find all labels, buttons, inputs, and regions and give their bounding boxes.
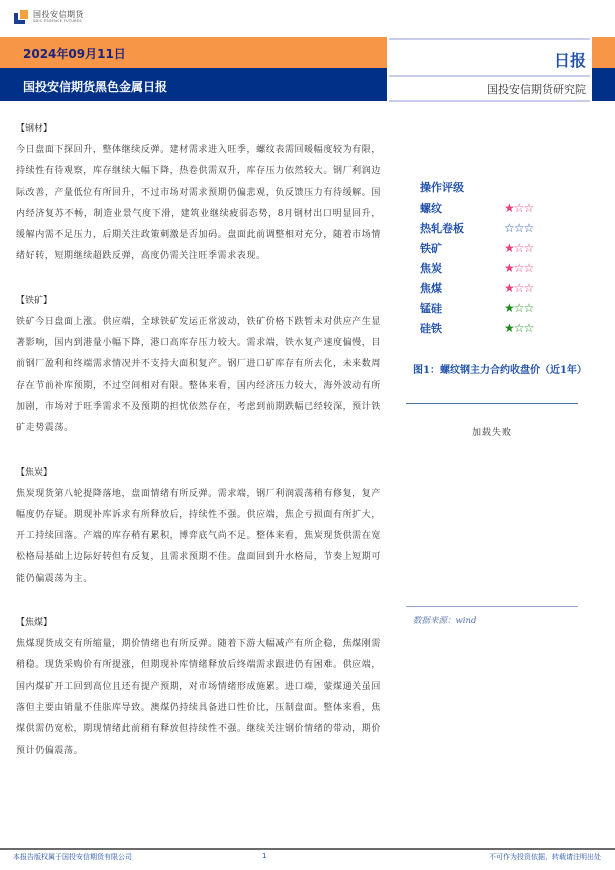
logo-name-cn: 国投安信期货: [33, 9, 84, 19]
divider: [389, 75, 590, 77]
report-type-panel: [387, 36, 592, 102]
rating-row: [420, 238, 580, 258]
figure-top-rule: [406, 403, 578, 404]
rating-row: [420, 278, 580, 298]
company-logo: [14, 8, 84, 26]
rating-row: [420, 258, 580, 278]
figure-title: 图1：螺纹钢主力合约收盘价（近1年）: [413, 365, 587, 376]
section-body: 今日盘面下探回升，整体继续反弹。建材需求进入旺季，螺纹表需回暖幅度较为有限，持续性有待观察，库存继续大幅下降，热卷供需双升，库存压力依然较大。钢厂利润边际改善，产量低位有所回升，不过市场对需求预期仍偏悲观，负反馈压力有待缓解。国内经济复苏不畅，制造业景气度下滑，建筑业继续疲弱态势，8月钢材出口明显回升，缓解内需不足压力，后期关注政策刺激是否加码。盘面此前调整相对充分，随着市场情绪好转，短期继续超跌反弹，高度仍需关注旺季需求表现。: [16, 145, 381, 262]
rating-name: 焦煤: [420, 282, 442, 295]
institute-name: 国投安信期货研究院: [487, 83, 586, 96]
rating-panel: [420, 178, 580, 338]
rating-name: 螺纹: [420, 202, 442, 215]
divider: [389, 100, 590, 102]
star-rating-icon: ★☆☆: [504, 301, 534, 315]
report-subtitle: 国投安信期货黑色金属日报: [23, 80, 168, 94]
logo-mark-icon: [14, 10, 28, 24]
star-rating-icon: ★☆☆: [504, 241, 534, 255]
footer-copyright: 本报告版权属于国投安信期货有限公司: [13, 853, 132, 861]
star-rating-icon: ☆☆☆: [504, 221, 534, 235]
footer-rule: [0, 848, 615, 850]
rating-row: [420, 318, 580, 338]
figure-source: 数据来源：wind: [413, 616, 477, 626]
star-rating-icon: ★☆☆: [504, 201, 534, 215]
logo-name-en: SDIC ESSENCE FUTURES: [33, 18, 82, 23]
page-number: 1: [262, 852, 267, 860]
rating-name: 锰硅: [420, 302, 442, 315]
section-coking-coal: [16, 612, 381, 762]
star-rating-icon: ★☆☆: [504, 321, 534, 335]
section-title: 【钢材】: [16, 124, 53, 134]
rating-name: 铁矿: [420, 242, 442, 255]
report-type: 日报: [553, 51, 586, 70]
main-content: [16, 118, 381, 762]
rating-row: [420, 198, 580, 218]
rating-row: [420, 218, 580, 238]
section-iron-ore: [16, 290, 381, 440]
rating-name: 热轧卷板: [420, 222, 464, 235]
section-title: 【铁矿】: [16, 295, 53, 306]
section-body: 焦炭现货第八轮提降落地，盘面情绪有所反弹。需求端，钢厂利润震荡稍有修复，复产幅度仍存疑。期现补库诉求有所释放后，持续性不强。供应端，焦企亏损面有所扩大，开工持续回落。产端的库存稍有累积，博弈底气尚不足。整体来看，焦炭现货供需在宽松格局基础上边际好转但有反复，且需求预期不佳。盘面回到升水格局，节奏上短期可能仍偏震荡为主。: [16, 488, 381, 584]
star-rating-icon: ★☆☆: [504, 261, 534, 275]
rating-row: [420, 298, 580, 318]
star-rating-icon: ★☆☆: [504, 281, 534, 295]
section-steel: [16, 118, 381, 268]
figure-load-failed: 加载失败: [471, 428, 512, 438]
rating-title: 操作评级: [420, 181, 464, 194]
divider: [389, 38, 590, 40]
figure-bottom-rule: [406, 606, 578, 607]
section-title: 【焦煤】: [16, 618, 53, 629]
section-body: 焦煤现货成交有所缩量，期价情绪也有所反弹。随着下游大幅减产有所企稳，焦煤刚需稍稳。现货采购价有所提涨，但期现补库情绪释放后终端需求跟进仍有困难。供应端，国内煤矿开工回到高位且还有提产预期，对市场情绪形成施累。进口端，蒙煤通关虽回落但主要由销量不佳胀库导致。澳煤仍持续具备进口性价比，压制盘面。整体来看，焦煤供需仍宽松，期现情绪此前稍有释放但持续性不强。继续关注钢价情绪的带动，期价预计仍偏震荡。: [16, 639, 381, 756]
section-body: 铁矿今日盘面上涨。供应端，全球铁矿发运正常波动，铁矿价格下跌暂未对供应产生显著影响，国内到港量小幅下降，港口高库存压力较大。需求端，铁水复产速度偏慢，目前钢厂盈利和终端需求情况并不支持大面积复产。钢厂进口矿库存有所去化，未来数周存在节前补库预期，不过空间相对有限。整体来看，国内经济压力较大，海外波动有所加剧，市场对于旺季需求不及预期的担忧依然存在，考虑到前期跌幅已经较深，预计铁矿走势震荡。: [16, 316, 381, 434]
rating-name: 焦炭: [420, 262, 442, 275]
section-coke: [16, 462, 381, 590]
section-title: 【焦炭】: [16, 467, 53, 478]
footer-disclaimer: 不可作为投资依据，转载请注明出处: [489, 853, 601, 861]
rating-name: 硅铁: [420, 322, 442, 335]
report-date: 2024年09月11日: [23, 47, 126, 61]
